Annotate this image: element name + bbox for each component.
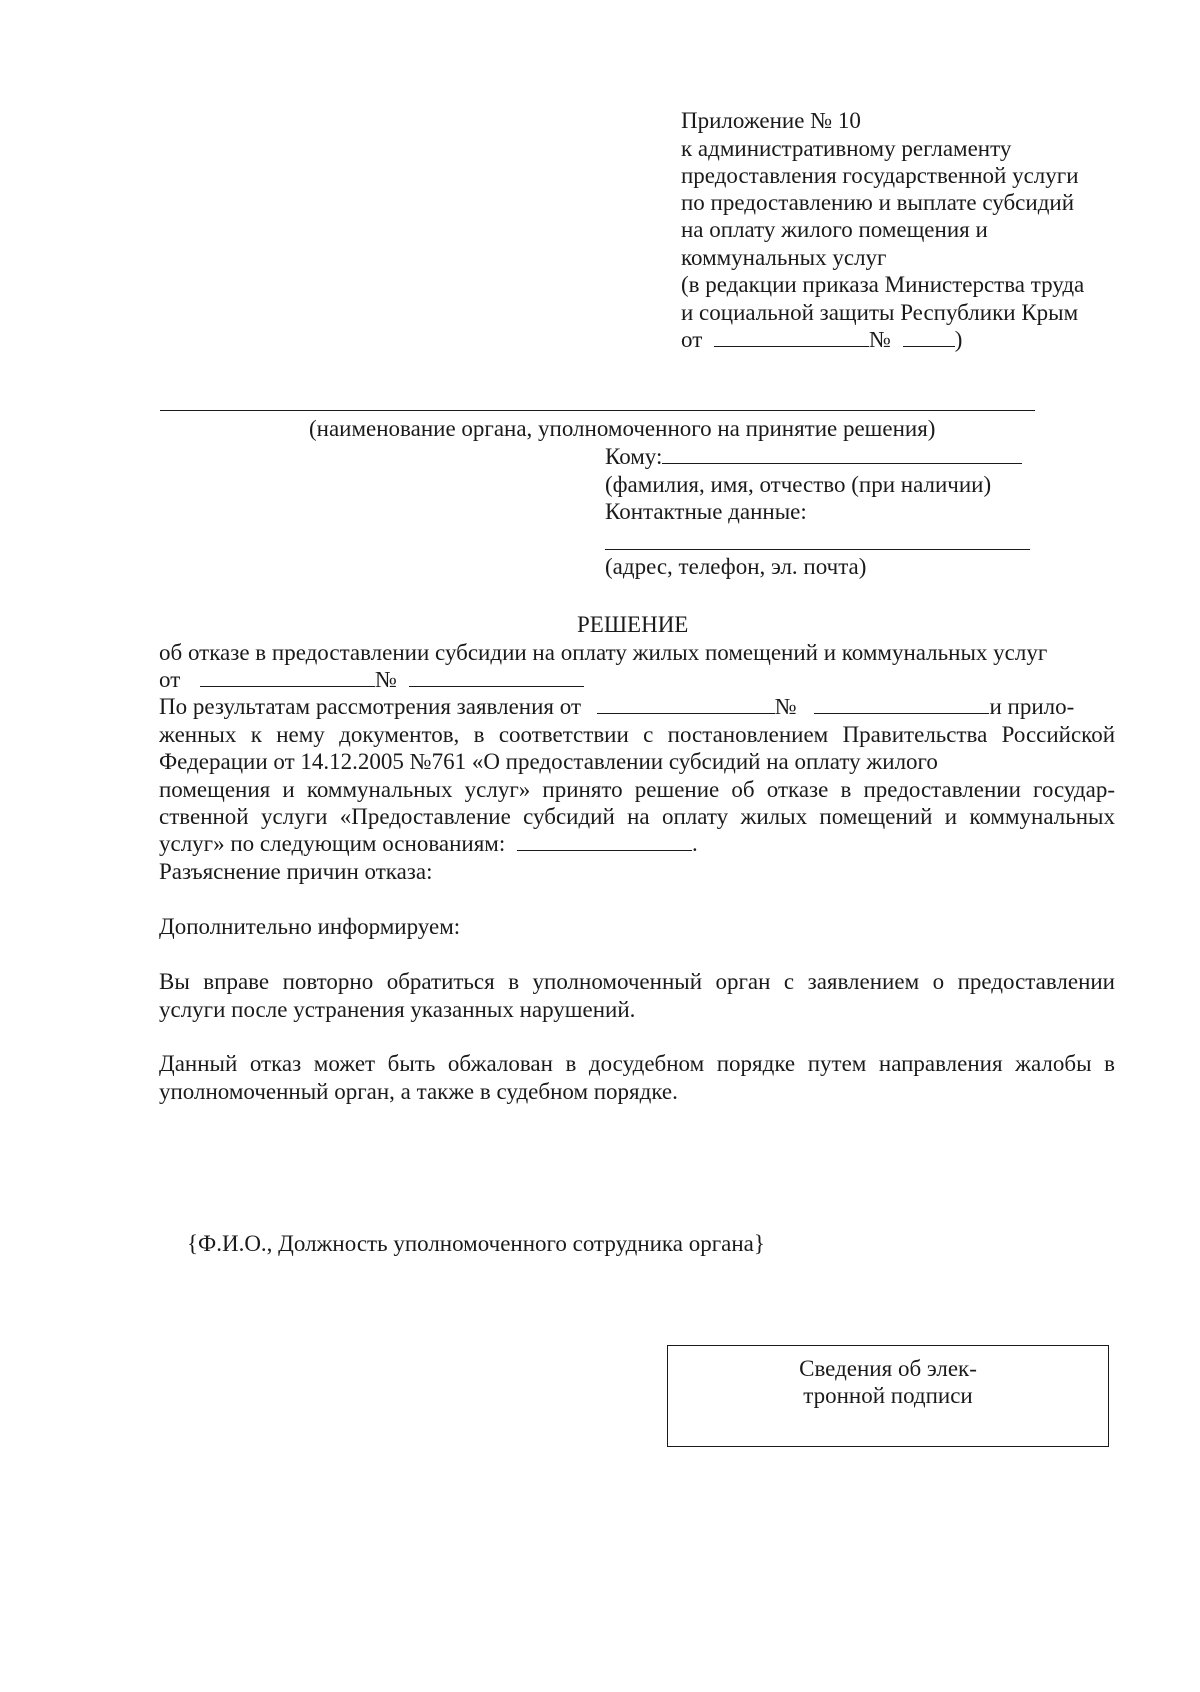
decision-date-blank xyxy=(200,668,375,687)
contacts-caption: (адрес, телефон, эл. почта) xyxy=(605,554,867,579)
decision-date-row xyxy=(159,667,584,693)
e-signature-line-2: тронной подписи xyxy=(803,1383,973,1408)
body-line-5: ственной услуги «Предоставление субсидий на оплату жилых помещений и коммунальных xyxy=(159,804,1115,829)
additional-info-label: Дополнительно информируем: xyxy=(159,914,461,939)
appendix-line: по предоставлению и выплате субсидий xyxy=(681,190,1075,215)
e-signature-line-1: Сведения об элек- xyxy=(799,1356,977,1381)
appendix-date-blank xyxy=(714,328,869,347)
decision-subtitle: об отказе в предоставлении субсидии на оплату жилых помещений и коммунальных услуг xyxy=(159,640,1048,665)
authority-name-line xyxy=(160,410,1035,411)
to-row xyxy=(605,444,1022,470)
name-caption: (фамилия, имя, отчество (при наличии) xyxy=(605,472,992,497)
body-line-1-end: и прило- xyxy=(989,694,1075,719)
appendix-line: и социальной защиты Республики Крым xyxy=(681,300,1079,325)
appendix-title: Приложение № 10 xyxy=(681,108,861,133)
decision-number-label: № xyxy=(375,667,397,692)
appendix-date-row xyxy=(681,327,962,353)
appendix-line: на оплату жилого помещения и xyxy=(681,217,988,242)
reapply-line-2: услуги после устранения указанных нарушений. xyxy=(159,997,636,1022)
appendix-date-label: от xyxy=(681,327,703,352)
body-line-1 xyxy=(159,694,1074,720)
appendix-line: предоставления государственной услуги xyxy=(681,163,1079,188)
appeal-line-2: уполномоченный орган, а также в судебном порядке. xyxy=(159,1079,678,1104)
grounds-period: . xyxy=(691,831,698,856)
appeal-line-1: Данный отказ может быть обжалован в досудебном порядке путем направления жалобы в xyxy=(159,1051,1115,1076)
appendix-line: коммунальных услуг xyxy=(681,245,887,270)
reapply-line-1: Вы вправе повторно обратиться в уполномоченный орган с заявлением о предоставлении xyxy=(159,969,1115,994)
application-number-label: № xyxy=(774,694,797,719)
decision-title: РЕШЕНИЕ xyxy=(577,612,689,637)
grounds-label: услуг» по следующим основаниям: xyxy=(159,831,506,856)
decision-number-blank xyxy=(409,668,584,687)
body-line-6 xyxy=(159,831,698,857)
contacts-line xyxy=(605,549,1030,550)
body-line-2: женных к нему документов, в соответствии с постановлением Правительства Российской xyxy=(159,722,1115,747)
appendix-line: (в редакции приказа Министерства труда xyxy=(681,272,1085,297)
e-signature-box xyxy=(667,1345,1109,1447)
application-number-blank xyxy=(814,695,989,714)
application-date-blank xyxy=(597,695,775,714)
appendix-number-blank xyxy=(903,328,955,347)
grounds-blank xyxy=(517,832,692,851)
to-label: Кому: xyxy=(605,444,663,469)
to-blank xyxy=(662,445,1022,464)
reasons-label: Разъяснение причин отказа: xyxy=(159,859,433,884)
body-line-1-text: По результатам рассмотрения заявления от xyxy=(159,694,581,719)
authority-caption: (наименование органа, уполномоченного на принятие решения) xyxy=(309,416,936,441)
decision-from-label: от xyxy=(159,667,181,692)
appendix-number-label: № xyxy=(869,327,891,352)
body-line-4: помещения и коммунальных услуг» принято решение об отказе в предоставлении государ- xyxy=(159,777,1115,802)
appendix-close-paren: ) xyxy=(954,327,963,352)
official-signature: {Ф.И.О., Должность уполномоченного сотрудника органа} xyxy=(187,1231,765,1256)
body-line-3: Федерации от 14.12.2005 №761 «О предоставлении субсидий на оплату жилого xyxy=(159,749,938,774)
appendix-line: к административному регламенту xyxy=(681,136,1012,161)
contacts-label: Контактные данные: xyxy=(605,499,807,524)
